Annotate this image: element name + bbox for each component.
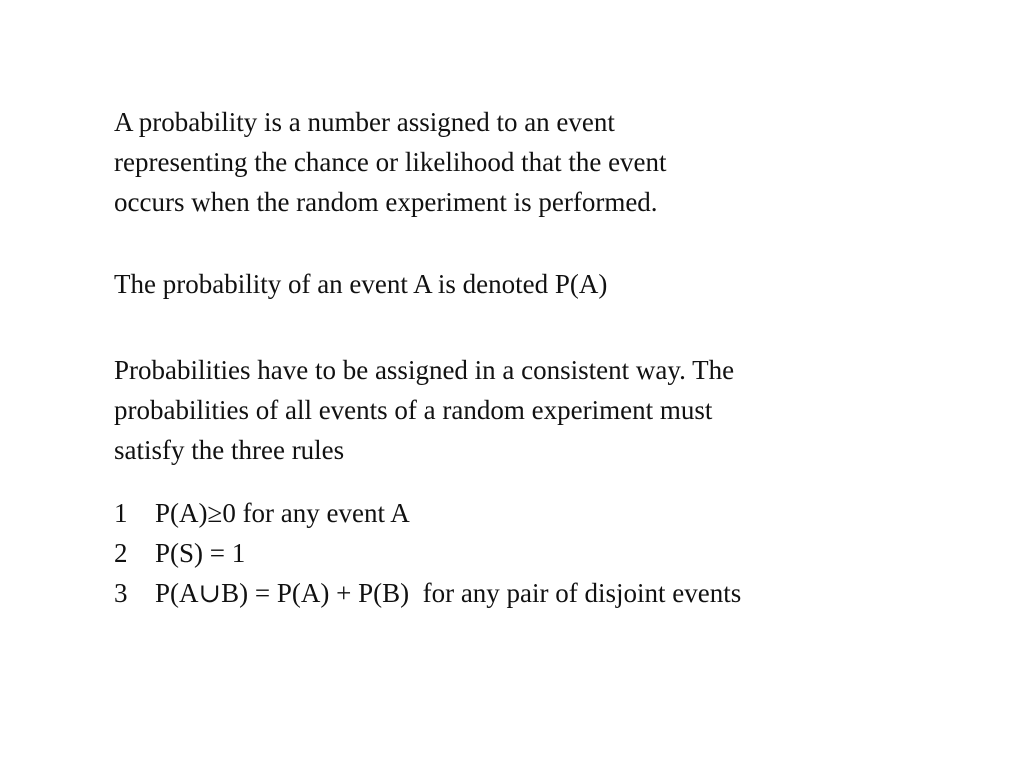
definition-line: occurs when the random experiment is performed. — [114, 187, 658, 217]
notation-paragraph — [114, 264, 607, 304]
rule-number: 3 — [114, 578, 128, 608]
rule-number: 1 — [114, 498, 128, 528]
consistency-line: satisfy the three rules — [114, 435, 345, 465]
notation-line: The probability of an event A is denoted P(A) — [114, 269, 608, 299]
rule-text: P(S) = 1 — [155, 538, 246, 568]
consistency-line: Probabilities have to be assigned in a consistent way. The — [114, 355, 735, 385]
definition-line: representing the chance or likelihood that the event — [114, 147, 667, 177]
consistency-paragraph — [114, 350, 734, 470]
rule-item — [114, 533, 741, 573]
definition-line: A probability is a number assigned to an event — [114, 107, 615, 137]
consistency-line: probabilities of all events of a random experiment must — [114, 395, 713, 425]
rule-text: P(A∪B) = P(A) + P(B) for any pair of disjoint events — [155, 578, 742, 608]
rule-number: 2 — [114, 538, 128, 568]
probability-rules-list — [114, 493, 741, 613]
rule-item — [114, 493, 741, 533]
rule-text: P(A)≥0 for any event A — [155, 498, 410, 528]
rule-item — [114, 573, 741, 613]
definition-paragraph — [114, 102, 667, 222]
